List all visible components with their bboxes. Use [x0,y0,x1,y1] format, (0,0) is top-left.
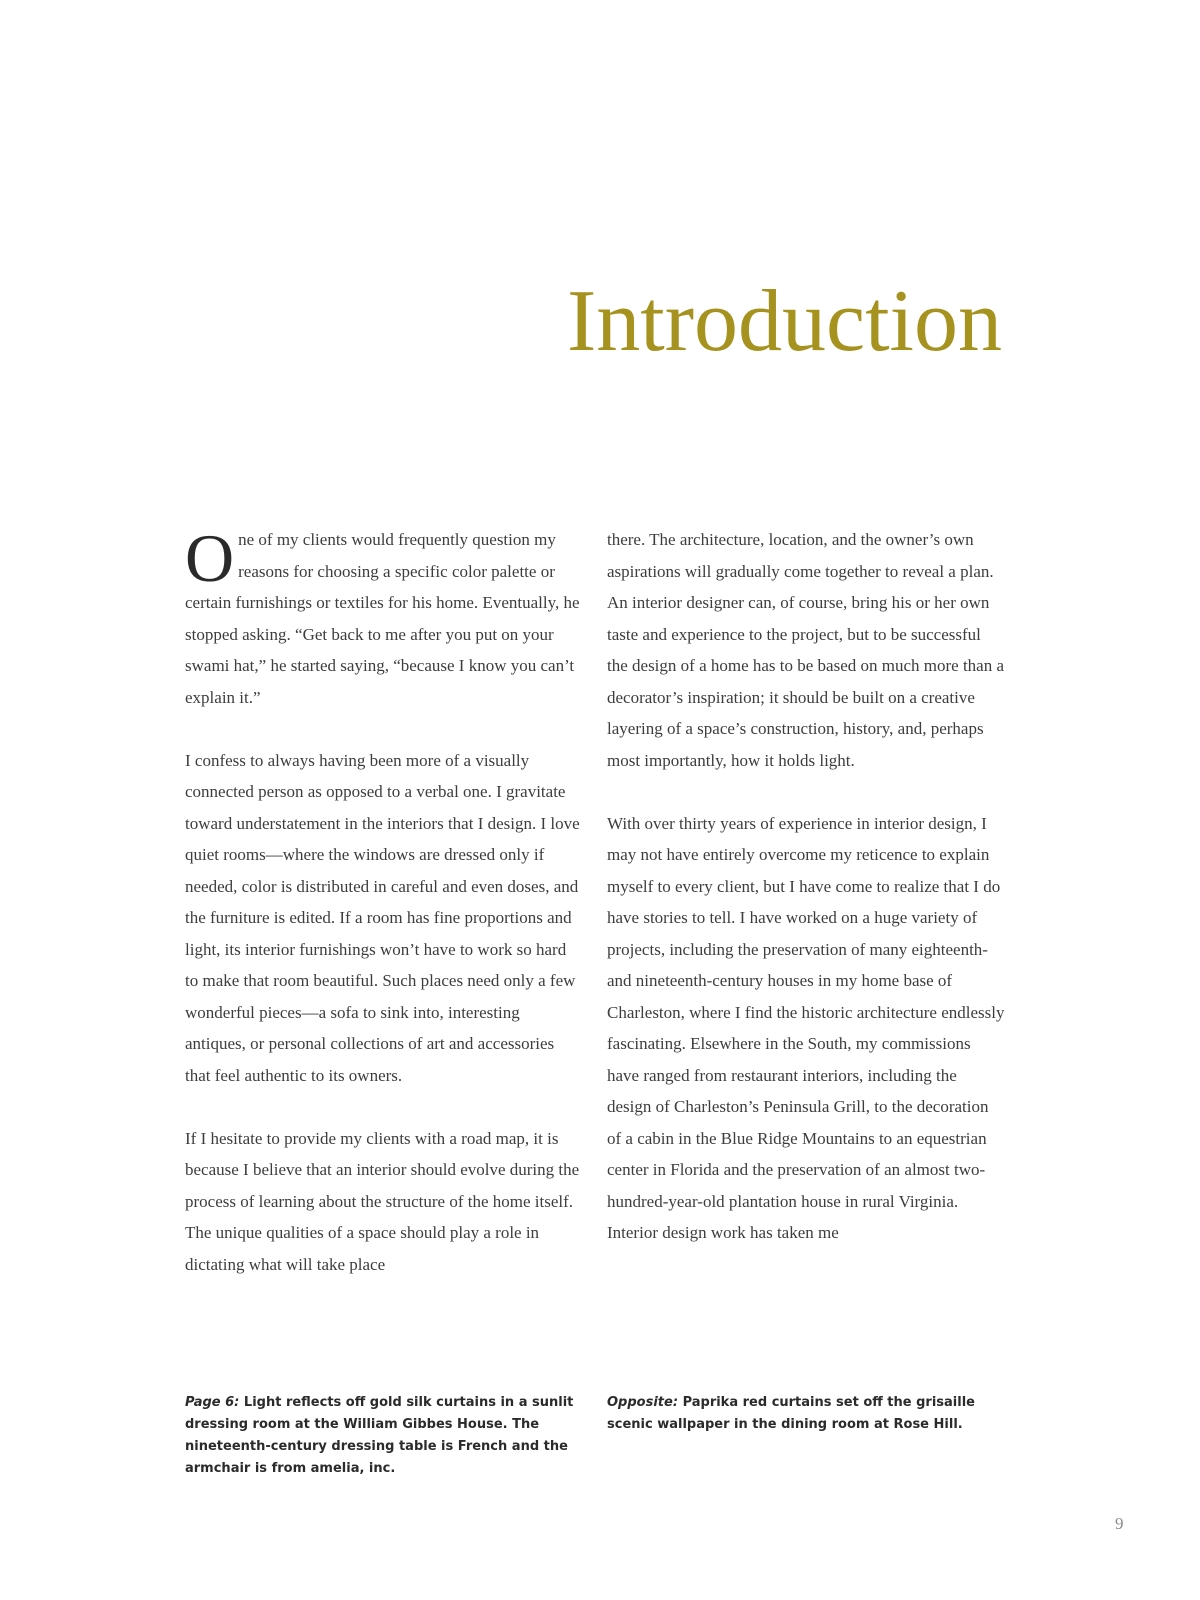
caption-text: Light reflects off gold silk curtains in a sunlit dressing room at the William Gibbes House. The nineteenth-century dressing table is French and the armchair is from amelia, inc. [185,1395,574,1476]
body-column-right [607,524,1005,1249]
photo-caption-right [607,1392,1005,1436]
page-number: 9 [1115,1514,1124,1533]
body-column-left [185,520,583,1280]
caption-lead: Page 6: [185,1395,240,1410]
paragraph: With over thirty years of experience in interior design, I may not have entirely overcome my reticence to explain myself to every client, but I have come to realize that I do have stories to tell. I have worked on a huge variety of projects, including the preservation of many eighteenth- and nineteenth-century houses in my home base of Charleston, where I find the historic architecture endlessly fascinating. Elsewhere in the South, my commissions have ranged from restaurant interiors, including the design of Charleston’s Peninsula Grill, to the decoration of a cabin in the Blue Ridge Mountains to an equestrian center in Florida and the preservation of an almost two-hundred-year-old plantation house in rural Virginia. Interior design work has taken me [607,813,1005,1242]
caption-lead: Opposite: [607,1395,679,1410]
caption-text: Paprika red curtains set off the grisaille scenic wallpaper in the dining room at Rose Hill. [607,1395,975,1432]
page-title: Introduction [566,273,1002,370]
drop-cap: O [185,520,235,596]
photo-caption-left [185,1392,583,1480]
paragraph: I confess to always having been more of a visually connected person as opposed to a verbal one. I gravitate toward understatement in the interiors that I design. I love quiet rooms—where the windows are dressed only if needed, color is distributed in careful and even doses, and the furniture is edited. If a room has fine proportions and light, its interior furnishings won’t have to work so hard to make that room beautiful. Such places need only a few wonderful pieces—a sofa to sink into, interesting antiques, or personal collections of art and accessories that feel authentic to its owners. [185,750,580,1085]
paragraph: there. The architecture, location, and the owner’s own aspirations will gradually come together to reveal a plan. An interior designer can, of course, bring his or her own taste and experience to the project, but to be successful the design of a home has to be based on much more than a decorator’s inspiration; it should be built on a creative layering of a space’s construction, history, and, perhaps most importantly, how it holds light. [607,530,1005,770]
paragraph [185,520,583,713]
paragraph: If I hesitate to provide my clients with a road map, it is because I believe that an interior should evolve during the process of learning about the structure of the home itself. The unique qualities of a space should play a role in dictating what will take place [185,1128,580,1274]
paragraph-text: ne of my clients would frequently question my reasons for choosing a specific color palette or certain furnishings or textiles for his home. Eventually, he stopped asking. “Get back to me after you put on your swami hat,” he started saying, “because I know you can’t explain it.” [185,530,580,707]
